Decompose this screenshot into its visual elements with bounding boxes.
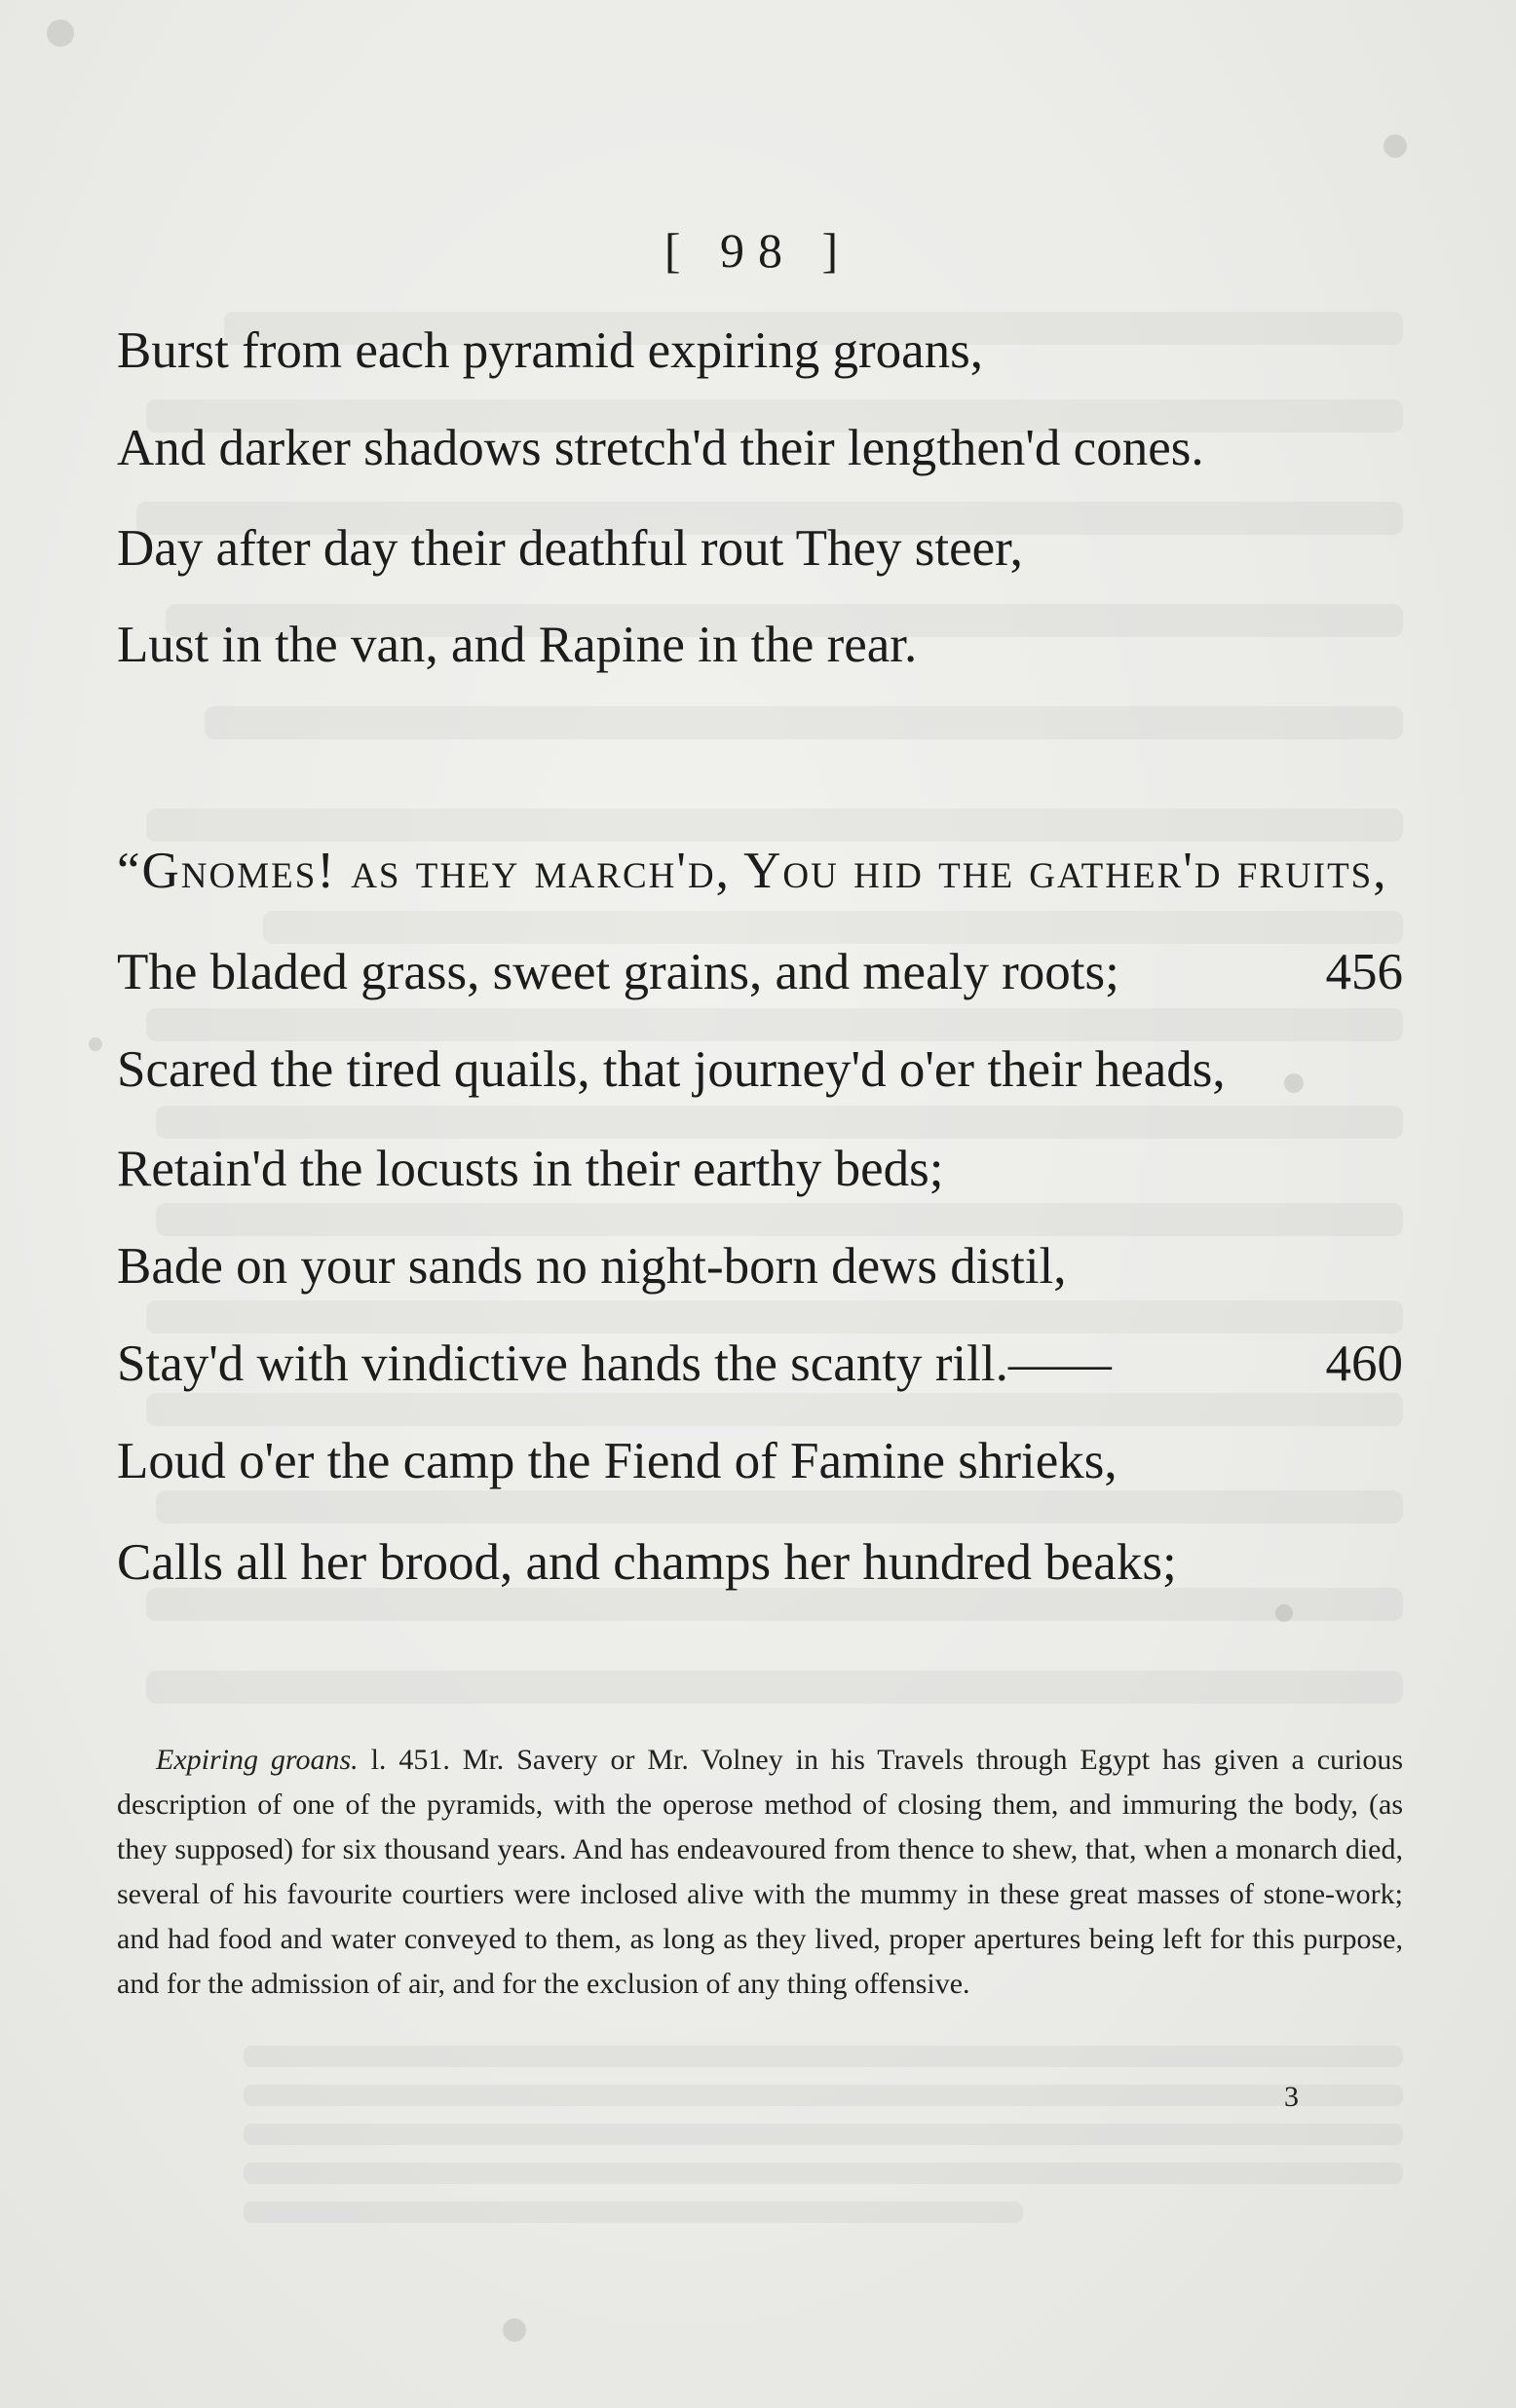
poem-line-text: Scared the tired quails, that journey'd o'er their heads, (117, 1041, 1226, 1098)
poem-line (117, 519, 1403, 578)
poem-line (117, 1237, 1403, 1296)
page-number-header: [ 98 ] (663, 223, 853, 278)
footnote (117, 1738, 1403, 2007)
poem-line (117, 419, 1403, 477)
poem-line-text: “Gnomes! as they march'd, You hid the gather'd fruits, (117, 843, 1388, 899)
poem-line (117, 1140, 1403, 1198)
poem-line-text: And darker shadows stretch'd their lengthen'd cones. (117, 420, 1204, 476)
poem-line-text: Burst from each pyramid expiring groans, (117, 322, 983, 379)
poem-line-text: Bade on your sands no night-born dews distil, (117, 1238, 1067, 1295)
line-number: 460 (1325, 1336, 1403, 1392)
poem-line (117, 1432, 1403, 1490)
poem-line (117, 1335, 1403, 1393)
poem-line-text: Calls all her brood, and champs her hundred beaks; (117, 1534, 1177, 1591)
poem-line (117, 1040, 1403, 1099)
signature-mark: 3 (1284, 2081, 1299, 2113)
poem-line-text: Day after day their deathful rout They steer, (117, 520, 1023, 577)
line-number: 456 (1325, 944, 1403, 1000)
poem-line (117, 616, 1403, 674)
poem-line-text: The bladed grass, sweet grains, and mealy roots; (117, 944, 1119, 1000)
poem-line (117, 1533, 1403, 1592)
footnote-text: Mr. Savery or Mr. Volney in his Travels through Egypt has given a curious description of one of the pyramids, with the operose method of closing them, and immuring the body, (as they supposed) for six thousand years. And has endeavoured from thence to shew, that, when a monarch died, several of his favourite courtiers were inclosed alive with the mummy in these great masses of stone-work; and had food and water conveyed to them, as long as they lived, proper apertures being left for this purpose, and for the admission of air, and for the exclusion of any thing offensive. (117, 1744, 1404, 2000)
footnote-line-reference: l. 451. (370, 1744, 450, 1776)
poem-line (117, 321, 1403, 380)
poem-line (117, 943, 1403, 1001)
footnote-reference: Expiring groans. (156, 1744, 359, 1776)
poem-line-text: Lust in the van, and Rapine in the rear. (117, 617, 918, 673)
poem-line-text: Retain'd the locusts in their earthy beds; (117, 1141, 944, 1197)
poem-line-text: Stay'd with vindictive hands the scanty rill.—— (117, 1336, 1112, 1392)
poem-line (117, 842, 1403, 900)
poem-line-text: Loud o'er the camp the Fiend of Famine shrieks, (117, 1433, 1118, 1489)
